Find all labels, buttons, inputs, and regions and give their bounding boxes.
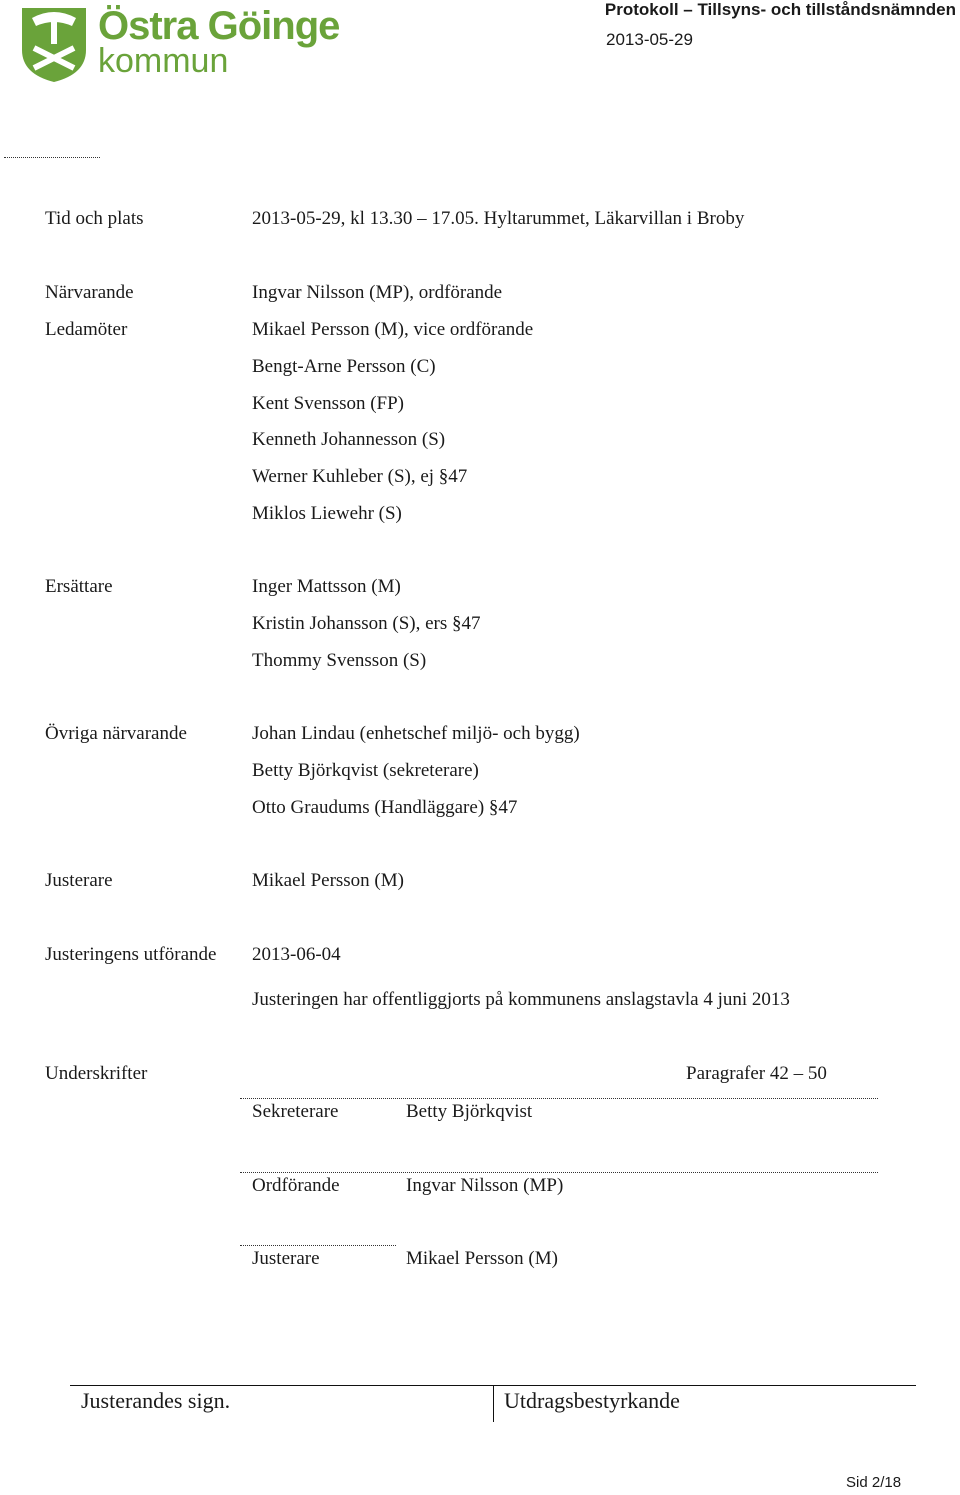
header-separator [4,157,100,158]
signature-name: Betty Björkqvist [406,1101,533,1122]
signature-role: Ordförande [252,1175,340,1196]
footer-divider [493,1386,494,1422]
substitute-name: Kristin Johansson (S), ers §47 [252,613,481,634]
substitute-name: Inger Mattsson (M) [252,576,401,597]
substitutes-label: Ersättare [45,576,113,597]
time-place-value: 2013-05-29, kl 13.30 – 17.05. Hyltarummet, Läkarvillan i Broby [252,208,745,229]
member-name: Werner Kuhleber (S), ej §47 [252,466,468,487]
member-name: Miklos Liewehr (S) [252,503,402,524]
adjuster-value: Mikael Persson (M) [252,870,404,891]
document-title: Protokoll – Tillsyns- och tillståndsnämnden [604,0,956,19]
member-name: Mikael Persson (M), vice ordförande [252,319,534,340]
signatures-label: Underskrifter [45,1063,148,1084]
adjustment-note: Justeringen har offentliggjorts på kommunens anslagstavla 4 juni 2013 [252,989,790,1010]
signature-role: Sekreterare [252,1101,339,1122]
footer-extract-certification: Utdragsbestyrkande [504,1388,680,1413]
other-attendee: Johan Lindau (enhetschef miljö- och bygg) [252,723,580,744]
member-name: Ingvar Nilsson (MP), ordförande [252,282,503,303]
other-attendee: Betty Björkqvist (sekreterare) [252,760,479,781]
member-name: Kent Svensson (FP) [252,393,405,414]
adjustment-label: Justeringens utförande [45,944,217,965]
member-name: Kenneth Johannesson (S) [252,429,446,450]
paragraphs-range: Paragrafer 42 – 50 [686,1063,827,1084]
logo-name-line2: kommun [98,42,229,80]
page-number: Sid 2/18 [846,1474,902,1491]
signature-name: Ingvar Nilsson (MP) [406,1175,564,1196]
document-date: 2013-05-29 [606,30,693,49]
signature-line [240,1172,878,1173]
member-name: Bengt-Arne Persson (C) [252,356,436,377]
logo-name-line1: Östra Göinge [98,4,340,48]
members-label: Ledamöter [45,319,128,340]
signature-line [240,1098,878,1099]
signature-line [240,1245,396,1246]
adjustment-date: 2013-06-04 [252,944,341,965]
signature-name: Mikael Persson (M) [406,1248,558,1269]
substitute-name: Thommy Svensson (S) [252,650,427,671]
adjuster-label: Justerare [45,870,113,891]
others-label: Övriga närvarande [45,723,187,744]
present-label: Närvarande [45,282,134,303]
time-place-label: Tid och plats [45,208,144,229]
footer-adjuster-sign: Justerandes sign. [81,1388,231,1413]
signature-role: Justerare [252,1248,320,1269]
municipality-logo-icon [18,4,90,89]
other-attendee: Otto Graudums (Handläggare) §47 [252,797,518,818]
